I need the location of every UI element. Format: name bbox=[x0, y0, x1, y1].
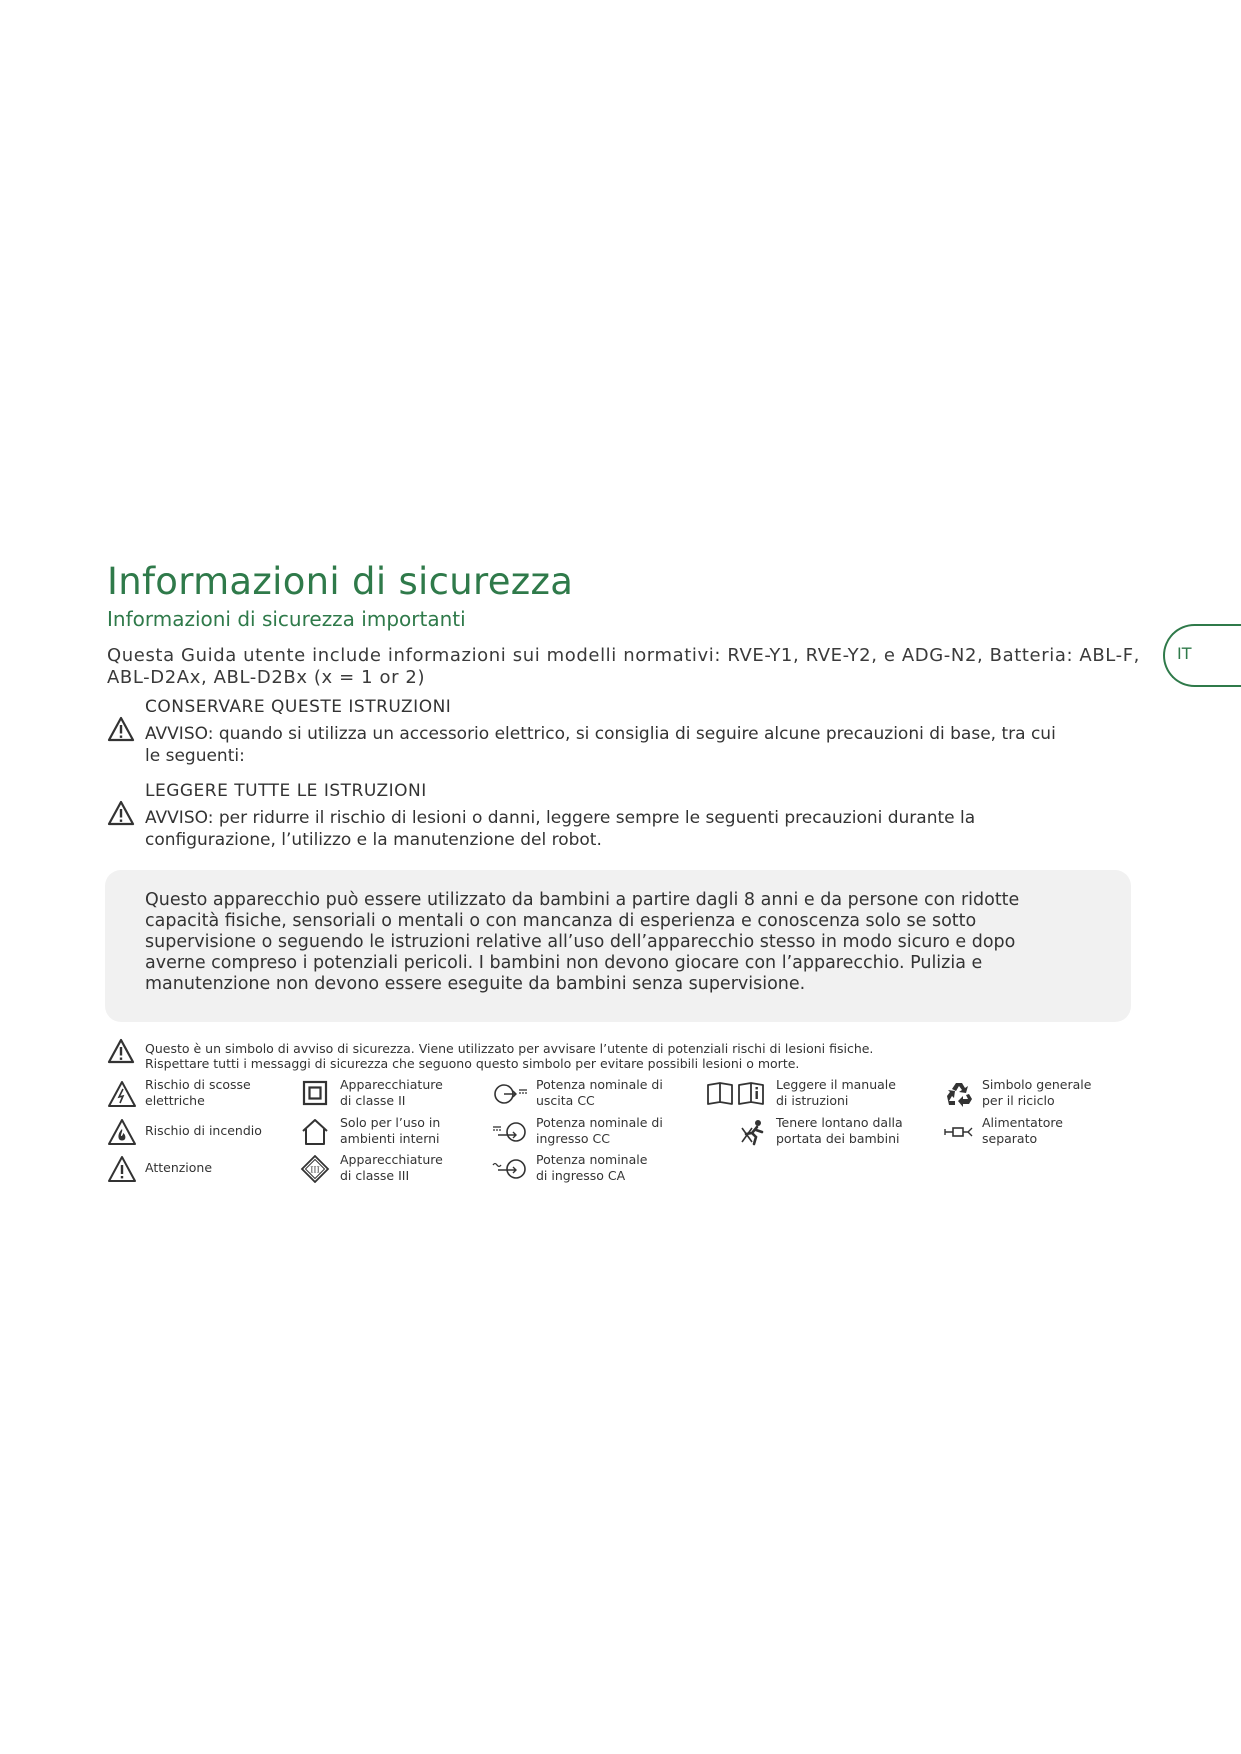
class-iii-mark: III bbox=[310, 1165, 320, 1175]
safety-alert-note-line1: Questo è un simbolo di avviso di sicurezza. Viene utilizzato per avvisare l’utente di potenziali rischi di lesioni fisiche. bbox=[145, 1041, 874, 1056]
symbol-label: Potenza nominale di bbox=[536, 1115, 663, 1130]
symbol-label: di istruzioni bbox=[776, 1093, 849, 1108]
separate-power-supply-icon bbox=[944, 1118, 974, 1146]
block-heading: LEGGERE TUTTE LE ISTRUZIONI bbox=[145, 781, 427, 801]
intro-text: Questa Guida utente include informazioni sui modelli normativi: RVE-Y1, RVE-Y2, e ADG-N2, Batteria: ABL-F, ABL-D2Ax, ABL-D2Bx (x = 1 or 2) bbox=[107, 645, 1140, 688]
electric-shock-warning-icon bbox=[107, 1080, 137, 1108]
page-subtitle: Informazioni di sicurezza importanti bbox=[107, 607, 466, 631]
symbol-label: Apparecchiature bbox=[340, 1152, 443, 1167]
keep-away-children-icon bbox=[738, 1118, 768, 1146]
symbol-label: per il riciclo bbox=[982, 1093, 1055, 1108]
indoor-use-icon bbox=[300, 1118, 330, 1146]
safety-alert-note bbox=[145, 1041, 1105, 1071]
warning-icon bbox=[107, 716, 135, 742]
symbol-label: Potenza nominale di bbox=[536, 1077, 663, 1092]
symbol-label: di ingresso CA bbox=[536, 1168, 626, 1183]
symbol-label: di classe III bbox=[340, 1168, 410, 1183]
symbol-label: di classe II bbox=[340, 1093, 406, 1108]
block-text: AVVISO: quando si utilizza un accessorio elettrico, si consiglia di seguire alcune precauzioni di base, tra cui le seguenti: bbox=[145, 724, 1056, 766]
symbol-label: Solo per l’uso in bbox=[340, 1115, 441, 1130]
symbol-label: ambienti interni bbox=[340, 1131, 440, 1146]
safety-alert-icon bbox=[107, 1038, 135, 1064]
caution-icon bbox=[107, 1155, 137, 1183]
warning-block-read-instructions bbox=[145, 781, 1075, 851]
symbol-label: Alimentatore bbox=[982, 1115, 1063, 1130]
warning-block-keep-instructions bbox=[145, 697, 1075, 767]
recycle-icon bbox=[944, 1080, 974, 1108]
symbol-label: Tenere lontano dalla bbox=[776, 1115, 903, 1130]
ac-input-icon bbox=[492, 1155, 528, 1183]
symbol-label: uscita CC bbox=[536, 1093, 595, 1108]
symbol-label: Apparecchiature bbox=[340, 1077, 443, 1092]
children-notice-text: Questo apparecchio può essere utilizzato da bambini a partire dagli 8 anni e da persone con ridotte capacità fisiche, sensoriali o mentali o con mancanza di esperienza e conoscenza solo se sotto supervisione o seguendo le istruzioni relative all’uso dell’apparecchio stesso in modo sicuro e dopo averne compreso i potenziali pericoli. I bambini non devono giocare con l’apparecchio. Pulizia e manutenzione non devono essere eseguite da bambini senza supervisione. bbox=[145, 890, 1020, 994]
fire-warning-icon bbox=[107, 1118, 137, 1146]
symbol-label: elettriche bbox=[145, 1093, 205, 1108]
read-manual-icon bbox=[706, 1080, 768, 1108]
dc-input-icon bbox=[492, 1118, 528, 1146]
class-ii-icon bbox=[300, 1080, 330, 1108]
dc-output-icon bbox=[492, 1080, 528, 1108]
safety-alert-note-line2: Rispettare tutti i messaggi di sicurezza che seguono questo simbolo per evitare possibili lesioni o morte. bbox=[145, 1056, 800, 1071]
symbol-label: separato bbox=[982, 1131, 1038, 1146]
symbol-label: Rischio di scosse bbox=[145, 1077, 251, 1092]
symbol-label: Rischio di incendio bbox=[145, 1123, 262, 1138]
children-notice-box bbox=[105, 870, 1131, 1022]
symbol-label: Attenzione bbox=[145, 1160, 213, 1175]
page-title: Informazioni di sicurezza bbox=[107, 560, 574, 603]
symbol-label: ingresso CC bbox=[536, 1131, 610, 1146]
warning-icon bbox=[107, 800, 135, 826]
language-tab-label: IT bbox=[1177, 644, 1192, 663]
symbol-label: portata dei bambini bbox=[776, 1131, 900, 1146]
symbol-label: Leggere il manuale bbox=[776, 1077, 896, 1092]
language-tab[interactable] bbox=[1163, 624, 1241, 687]
symbol-label: Simbolo generale bbox=[982, 1077, 1092, 1092]
symbol-label: Potenza nominale bbox=[536, 1152, 648, 1167]
block-heading: CONSERVARE QUESTE ISTRUZIONI bbox=[145, 697, 452, 717]
block-text: AVVISO: per ridurre il rischio di lesioni o danni, leggere sempre le seguenti precauzioni durante la configurazione, l’utilizzo e la manutenzione del robot. bbox=[145, 808, 976, 850]
class-iii-icon bbox=[300, 1155, 330, 1183]
